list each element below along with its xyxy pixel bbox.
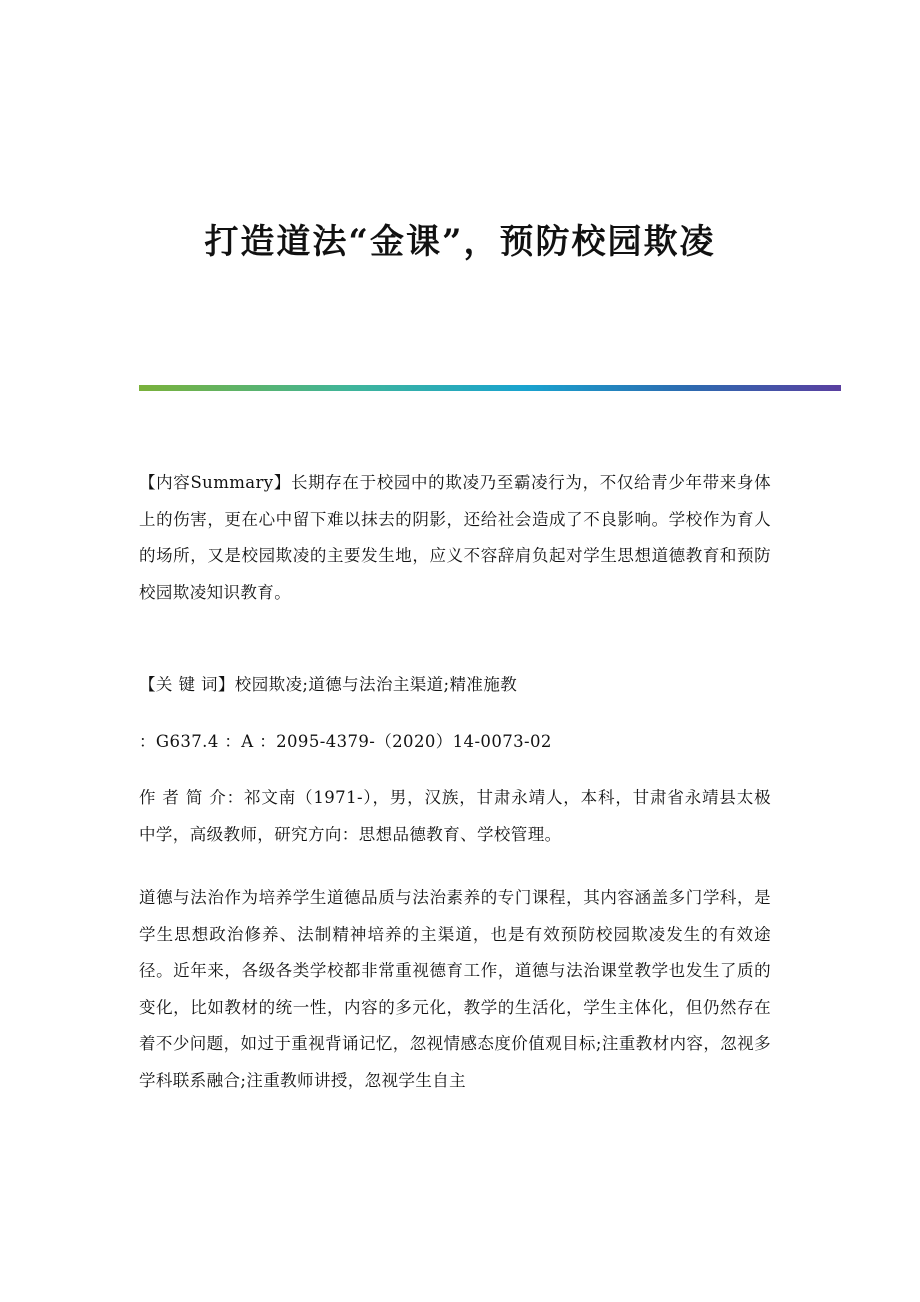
author-label: 作 者 简 介：: [139, 788, 244, 807]
document-title: 打造道法“金课”，预防校园欺凌: [204, 222, 716, 262]
summary-label: 【内容Summary】: [139, 473, 291, 492]
summary-text: 长期存在于校园中的欺凌乃至霸凌行为，不仅给青少年带来身体上的伤害，更在心中留下难以抹去的阴影，还给社会造成了不良影响。学校作为育人的场所，又是校园欺凌的主要发生地，应义不容辞肩负起对学生思想道德教育和预防校园欺凌知识教育。: [139, 473, 772, 602]
keywords-paragraph: [139, 667, 771, 704]
keywords-text: 校园欺凌;道德与法治主渠道;精准施教: [234, 675, 518, 694]
author-text: 祁文南（1971-），男，汉族，甘肃永靖人，本科，甘肃省永靖县太极中学，高级教师，研究方向：思想品德教育、学校管理。: [139, 788, 771, 844]
summary-paragraph: [139, 465, 771, 611]
classification-line: ：G637.4 ：A ：2095-4379-（2020）14-0073-02: [139, 732, 552, 751]
author-paragraph: [139, 780, 771, 853]
gradient-divider: [139, 385, 841, 391]
main-paragraph: 道德与法治作为培养学生道德品质与法治素养的专门课程，其内容涵盖多门学科，是学生思想政治修养、法制精神培养的主渠道，也是有效预防校园欺凌发生的有效途径。近年来，各级各类学校都非常重视德育工作，道德与法治课堂教学也发生了质的变化，比如教材的统一性，内容的多元化，教学的生活化，学生主体化，但仍然存在着不少问题，如过于重视背诵记忆，忽视情感态度价值观目标;注重教材内容，忽视多学科联系融合;注重教师讲授，忽视学生自主: [139, 888, 771, 1090]
keywords-label: 【关 键 词】: [139, 675, 235, 694]
